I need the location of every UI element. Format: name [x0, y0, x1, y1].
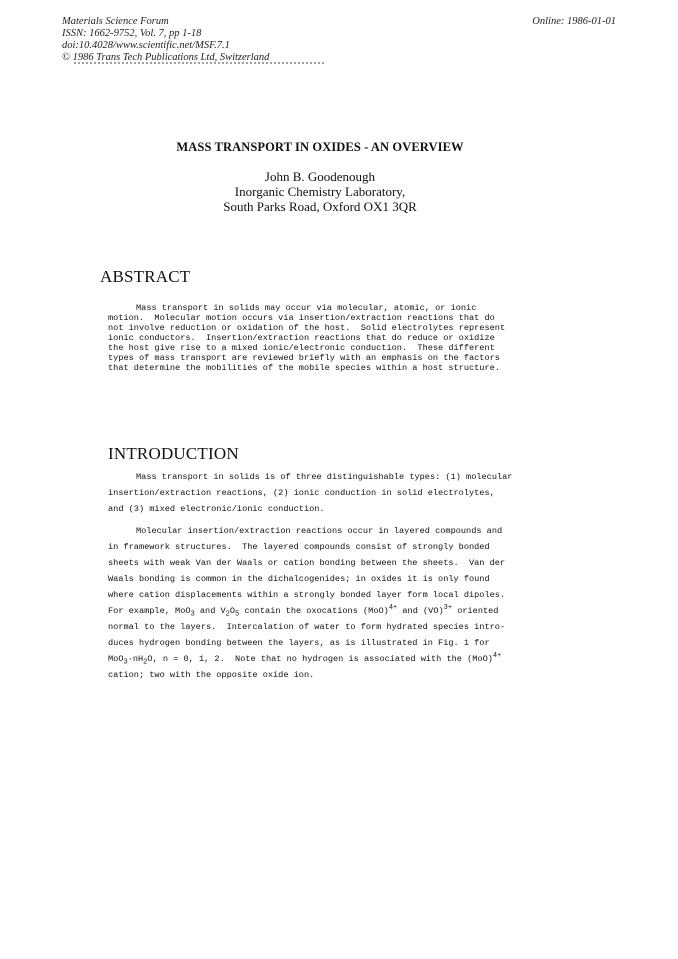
formula-text: and V — [194, 606, 226, 616]
abstract-heading: ABSTRACT — [100, 267, 191, 286]
intro-line-formula — [108, 654, 512, 670]
intro-line: where cation displacements within a strongly bonded layer form local dipoles. — [108, 590, 506, 600]
formula-text: contain the oxocations (MoO) — [239, 606, 389, 616]
title-block — [0, 140, 640, 214]
superscript: 4+ — [388, 604, 398, 613]
intro-line: normal to the layers. Intercalation of water to form hydrated species intro- — [108, 622, 506, 632]
formula-text: ·nH — [127, 654, 144, 664]
intro-line: duces hydrogen bonding between the layers, as is illustrated in Fig. 1 for — [108, 638, 490, 648]
abstract-line: that determine the mobilities of the mobile species within a host structure. — [108, 363, 500, 373]
intro-line-formula — [108, 606, 512, 622]
author-affiliation: Inorganic Chemistry Laboratory, — [234, 184, 406, 199]
scan-artifact — [74, 62, 324, 68]
intro-line: in framework structures. The layered compounds consist of strongly bonded — [108, 542, 490, 552]
intro-line: insertion/extraction reactions, (2) ionic conduction in solid electrolytes, — [108, 488, 495, 498]
issn-line: ISSN: 1662-9752, Vol. 7, pp 1-18 — [62, 28, 202, 39]
formula-text: For example, MoO — [108, 606, 191, 616]
intro-line: cation; two with the opposite oxide ion. — [108, 670, 315, 680]
formula-text: and (VO) — [397, 606, 444, 616]
subscript: 3 — [190, 610, 195, 619]
paper-title: MASS TRANSPORT IN OXIDES - AN OVERVIEW — [176, 140, 464, 154]
introduction-body — [108, 472, 512, 686]
author-address: South Parks Road, Oxford OX1 3QR — [223, 199, 417, 214]
abstract-line: not involve reduction or oxidation of the host. Solid electrolytes represent — [108, 323, 506, 333]
abstract-line: Mass transport in solids may occur via molecular, atomic, or ionic — [136, 303, 477, 313]
subscript: 2 — [225, 610, 230, 619]
subscript: 3 — [123, 658, 128, 667]
journal-header — [62, 16, 622, 64]
intro-line: sheets with weak Van der Waals or cation bonding between the sheets. Van der — [108, 558, 506, 568]
abstract-line: the host give rise to a mixed ionic/electronic conduction. These different — [108, 343, 495, 353]
abstract-line: types of mass transport are reviewed briefly with an emphasis on the factors — [108, 353, 500, 363]
formula-text: MoO — [108, 654, 124, 664]
intro-line: Waals bonding is common in the dichalcogenides; in oxides it is only found — [108, 574, 490, 584]
intro-line: Molecular insertion/extraction reactions occur in layered compounds and — [136, 526, 503, 536]
subscript: 2 — [143, 658, 148, 667]
author-name: John B. Goodenough — [264, 169, 376, 184]
superscript: 4+ — [492, 652, 502, 661]
journal-name: Materials Science Forum — [62, 16, 169, 27]
formula-text: O, n = 0, 1, 2. Note that no hydrogen is associated with the (MoO) — [147, 654, 493, 664]
author-block — [0, 169, 640, 214]
abstract-line: ionic conductors. Insertion/extraction reactions that do reduce or oxidize — [108, 333, 495, 343]
formula-text: O — [229, 606, 236, 616]
abstract-body — [108, 303, 505, 373]
doi-line: doi:10.4028/www.scientific.net/MSF.7.1 — [62, 40, 230, 51]
intro-line: Mass transport in solids is of three distinguishable types: (1) molecular — [136, 472, 513, 482]
introduction-heading: INTRODUCTION — [108, 444, 239, 463]
superscript: 3+ — [443, 604, 453, 613]
online-date: Online: 1986-01-01 — [532, 16, 616, 27]
copyright-line: © 1986 Trans Tech Publications Ltd, Switzerland — [62, 52, 270, 63]
formula-text: oriented — [452, 606, 499, 616]
subscript: 5 — [235, 610, 240, 619]
abstract-line: motion. Molecular motion occurs via insertion/extraction reactions that do — [108, 313, 495, 323]
intro-line: and (3) mixed electronic/ionic conduction. — [108, 504, 325, 514]
